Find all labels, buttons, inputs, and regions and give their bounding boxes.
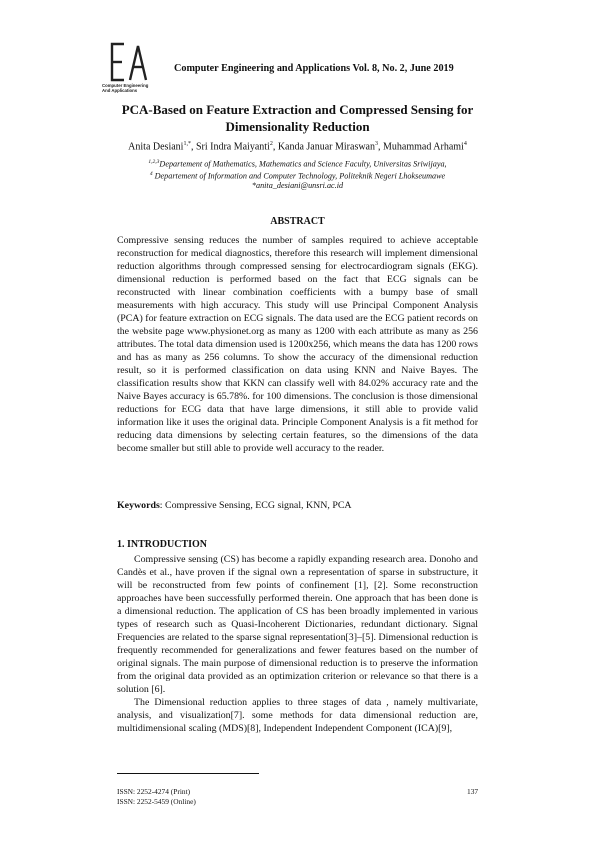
keywords [117,500,478,511]
corresponding-email: *anita_desiani@unsri.ac.id [251,181,344,190]
keywords-label: Keywords [117,500,160,511]
author-affiliation-mark: 3 [375,141,378,147]
footnote-rule [117,773,259,774]
author-name: Sri Indra Maiyanti [195,141,270,153]
author-name: Muhammad Arhami [383,141,464,153]
page-number: 137 [467,787,479,796]
issn-block [117,787,196,807]
paragraph: Compressive sensing (CS) has become a rapidly expanding research area. Donoho and Candès et al., have proven if the signal own a representation of sparse in substructure, it will be reconstructed from few points of confinement [1], [2]. Some reconstruction approaches have been successfully performed therein. One approach that has been done is a dimensional reduction. The application of CS has been broadly implemented in various types of research such as Quasi-Incoherent Dictionaries, redundant dictionary. Signal Frequencies are related to the sparse signal representation[3]–[5]. Dimensional reduction is frequently recommended for generalizations and fewer features based on the number of original signals. The main purpose of dimensional reduction is to preserve the information from the original data provided as an optimization criterion or relevance so that there is a solution [6]. [117,554,478,695]
issn-print: ISSN: 2252-4274 (Print) [117,787,191,796]
keywords-text: : Compressive Sensing, ECG signal, KNN, PCA [159,500,352,511]
abstract-heading: ABSTRACT [270,216,325,227]
affiliation-mark: 4 [149,171,153,177]
paragraph: The Dimensional reduction applies to three stages of data , namely multivariate, analysis, and visualization[7]. some methods for data dimensional reduction are, multidimensional scaling (MDS)[8], Independent Independent Component (ICA)[9], [117,697,478,734]
abstract-text: Compressive sensing reduces the number of samples required to achieve acceptable reconstruction for medical diagnostics, therefore this research will implement dimensional reduction algorithms through compressed sensing for electrocardiogram signals (EKG). dimensional reduction is performed based on the fact that ECG signals can be reconstructed with linear combination coefficients with a bumpy base of small measurements with high accuracy. This study will use Principal Component Analysis (PCA) for feature extraction on ECG signals. The data used are the ECG patient records on the website page www.physionet.org as many as 1200 with each attribute as many as 256 attributes. The total data dimension used is 1200x256, which means the data has 1200 rows and has as many as 256 columns. To show the accuracy of the dimensional reduction result, so it is performed classification on data using KNN and Naive Bayes. The classification results show that KKN can classify well with 84.02% accuracy rate and the Naive Bayes accuracy is 65.78%. for 100 dimensions. The conclusion is those dimensional reductions for ECG data that have large dimensions, it still able to provide valid information like it uses the original data. Principle Component Analysis is a fit method for reducing data dimensions by selecting certain features, so the dimensions of the data become smaller but still able to provide well accuracy to the reader. [117,235,478,454]
paper-title: PCA-Based on Feature Extraction and Compressed Sensing for Dimensionality Reduction [121,102,474,134]
issn-online: ISSN: 2252-5459 (Online) [117,797,196,806]
section-heading-introduction: 1. INTRODUCTION [117,539,208,550]
author-list: Anita Desiani$^{1,*}$, Sri Indra Maiyanti$^2$, Kanda Januar Miraswan$^3$, Muhammad Arhami$^4$ [128,141,467,153]
journal-header: Computer Engineering and Applications Vol. 8, No. 2, June 2019 [174,63,454,74]
introduction-body [117,553,478,735]
author-affiliation-mark: 4 [463,141,467,147]
affiliation-text: Departement of Mathematics, Mathematics and Science Faculty, Universitas Sriwijaya, [159,159,447,169]
author-affiliation-mark: 1,* [183,141,191,147]
author-name: Anita Desiani [128,141,184,153]
logo-caption: Computer Engineering And Applications [102,83,149,93]
affiliation-text: Departement of Information and Computer Technology, Politeknik Negeri Lhokseumawe [152,171,446,181]
author-affiliation-mark: 2 [269,141,273,147]
affiliation-mark: 1,2,3 [148,159,160,165]
author-name: Kanda Januar Miraswan [277,141,375,153]
